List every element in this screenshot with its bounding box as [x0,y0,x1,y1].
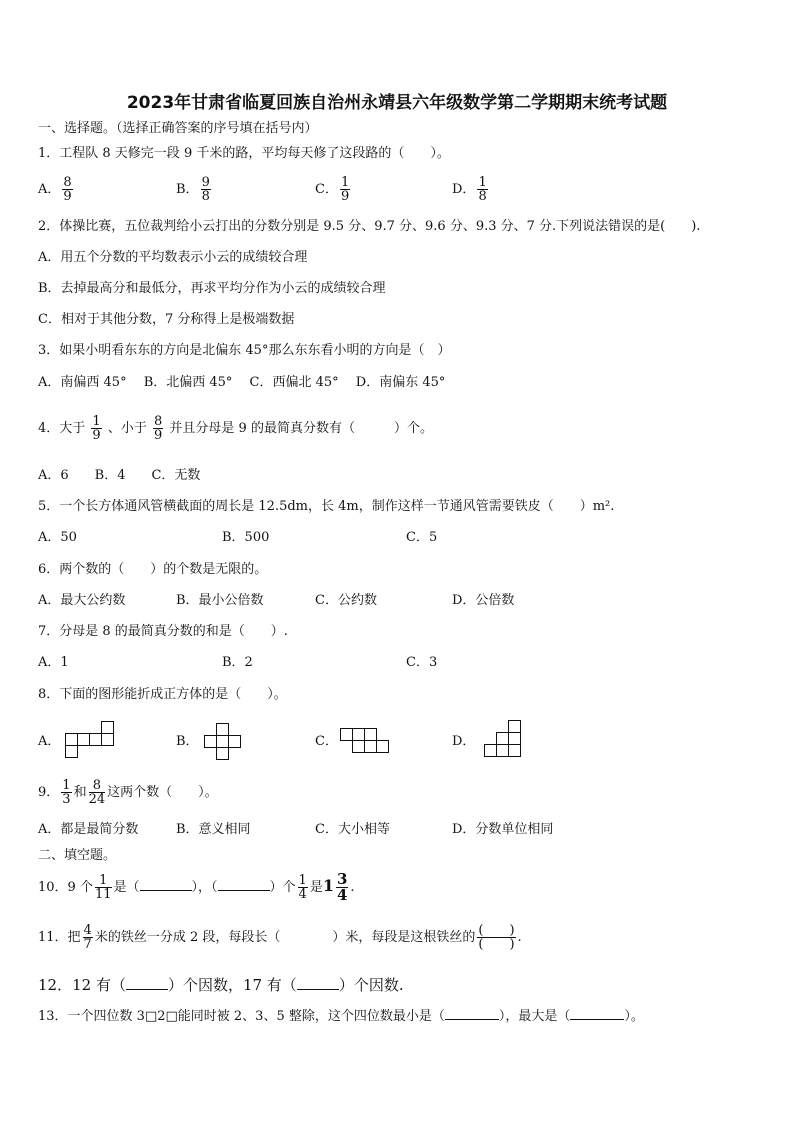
question-10: 10．9 个 $\frac{1}{11}$ 是（ ），（ ）个 $\frac{1}{4}$ 是1 $\frac{3}{4}$ . [38,870,355,904]
question-8-option-d: D． [452,734,476,749]
page-title: 2023年甘肃省临夏回族自治州永靖县六年级数学第二学期期末统考试题 [126,93,668,113]
question-6-option-b: B．最小公倍数 [176,593,264,608]
answer-blank[interactable] [126,989,168,990]
question-8: 8．下面的图形能折成正方体的是（ ）。 [38,687,287,702]
question-6-option-c: C．公约数 [315,593,377,608]
cube-net-a [65,720,117,760]
question-4: 4．大于 $\frac{1}{9}$ 、小于 $\frac{8}{9}$ 并且分母是 9 的最简真分数有（ ）个。 [38,414,433,443]
cube-net-c [340,728,392,756]
fraction: $\frac{8}{9}$ [154,414,163,443]
question-5: 5．一个长方体通风管横截面的周长是 12.5dm，长 4m，制作这样一节通风管需要铁皮（ ）m². [38,499,615,514]
question-6-option-a: A．最大公约数 [38,593,126,608]
fraction: $\frac{8}{9}$ [63,175,72,204]
cube-net-d [484,720,524,762]
question-9-option-a: A．都是最简分数 [38,822,139,837]
question-1: 1．工程队 8 天修完一段 9 千米的路，平均每天修了这段路的（ ）。 [38,146,450,161]
fraction: $\frac{1}{9}$ [340,175,350,204]
question-2-option-b: B．去掉最高分和最低分，再求平均分作为小云的成绩较合理 [38,281,386,296]
answer-blank[interactable] [570,1019,624,1020]
question-12: 12．12 有（ ）个因数，17 有（ ）个因数. [38,976,404,994]
question-5-option-b: B．500 [222,530,270,545]
question-6: 6．两个数的（ ）的个数是无限的。 [38,562,268,577]
question-7-option-a: A．1 [38,655,69,670]
answer-fraction-blank[interactable]: $\frac{( )}{( )}$ [478,923,515,952]
question-1-option-a: A． $\frac{8}{9}$ [38,175,72,204]
question-7: 7．分母是 8 的最简真分数的和是（ ）. [38,624,288,639]
question-5-option-a: A．50 [38,530,77,545]
question-2-option-a: A．用五个分数的平均数表示小云的成绩较合理 [38,250,308,265]
section-heading-fill: 二、填空题。 [38,848,117,863]
answer-blank[interactable] [297,989,339,990]
mixed-number-fraction: $\frac{3}{4}$ [336,870,348,904]
question-13: 13．一个四位数 3□2□能同时被 2、3、5 整除，这个四位数最小是（ ），最大是（ ）。 [38,1009,644,1024]
question-6-option-d: D．公倍数 [452,593,515,608]
question-8-option-c: C． [315,734,338,749]
question-1-option-b: B． $\frac{9}{8}$ [176,175,210,204]
fraction: $\frac{1}{8}$ [478,175,487,204]
cube-net-b [204,723,244,763]
question-8-option-b: B． [176,734,199,749]
fraction: $\frac{4}{7}$ [83,923,92,952]
question-3: 3．如果小明看东东的方向是北偏东 45°那么东东看小明的方向是（ ） [38,343,451,358]
question-9-option-d: D．分数单位相同 [452,822,554,837]
fraction: $\frac{1}{4}$ [298,873,307,902]
question-9-option-c: C．大小相等 [315,822,390,837]
question-2: 2．体操比赛，五位裁判给小云打出的分数分别是 9.5 分、9.7 分、9.6 分、9.3 分、7 分.下列说法错误的是( ). [38,219,701,234]
question-9: 9． $\frac{1}{3}$ 和 $\frac{8}{24}$ 这两个数（ ）。 [38,778,218,807]
question-8-option-a: A． [38,734,61,749]
fraction: $\frac{9}{8}$ [201,175,210,204]
question-1-option-c: C． $\frac{1}{9}$ [315,175,350,204]
question-9-option-b: B．意义相同 [176,822,251,837]
question-5-option-c: C．5 [406,530,438,545]
question-7-option-b: B．2 [222,655,253,670]
fraction: $\frac{1}{9}$ [92,414,101,443]
question-2-option-c: C．相对于其他分数，7 分称得上是极端数据 [38,312,295,327]
answer-blank[interactable] [445,1019,499,1020]
fraction: $\frac{8}{24}$ [88,778,106,807]
fraction: $\frac{1}{3}$ [62,778,71,807]
question-1-option-d: D． $\frac{1}{8}$ [452,175,487,204]
question-4-options: A．6 B．4 C．无数 [38,468,201,483]
section-heading-choice: 一、选择题。（选择正确答案的序号填在括号内） [38,121,318,136]
question-11: 11．把 $\frac{4}{7}$ 米的铁丝一分成 2 段，每段长（ ）米，每段是这根铁丝的 $\frac{( )}{( )}$ . [38,923,522,952]
question-3-options: A．南偏西 45° B．北偏西 45° C．西偏北 45° D．南偏东 45° [38,375,446,390]
answer-blank[interactable] [140,890,192,891]
answer-blank[interactable] [218,890,270,891]
question-7-option-c: C．3 [406,655,438,670]
fraction: $\frac{1}{11}$ [94,873,112,902]
